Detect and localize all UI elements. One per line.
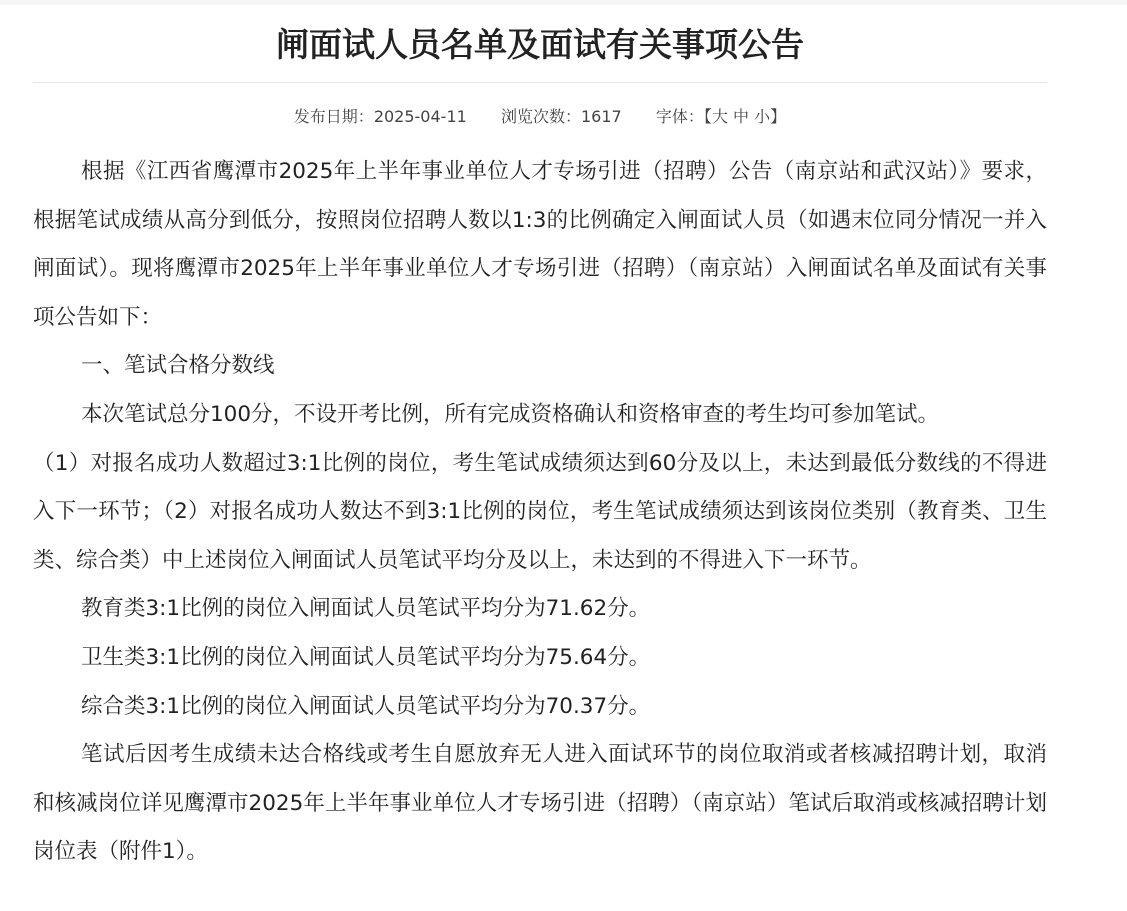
article [33, 0, 1047, 877]
font-size-medium-link[interactable]: 中 [733, 107, 750, 126]
view-count: 1617 [581, 107, 622, 126]
body-paragraph: （1）对报名成功人数超过3:1比例的岗位，考生笔试成绩须达到60分及以上，未达到最低分数线的不得进入下一环节；（2）对报名成功人数达不到3:1比例的岗位，考生笔试成绩须达到该岗位类别（教育类、卫生类、综合类）中上述岗位入闸面试人员笔试平均分及以上，未达到的不得进入下一环节。 [33, 450, 1047, 573]
page-title: 闸面试人员名单及面试有关事项公告 [276, 25, 804, 64]
font-size-bracket-close: 】 [770, 107, 787, 126]
font-size-small-link[interactable]: 小 [754, 107, 771, 126]
section-heading: 一、笔试合格分数线 [81, 353, 275, 379]
font-size-large-link[interactable]: 大 [711, 107, 728, 126]
publish-date: 2025-04-11 [373, 107, 467, 126]
article-meta [33, 105, 1047, 129]
body-paragraph: 综合类3:1比例的岗位入闸面试人员笔试平均分为70.37分。 [81, 693, 651, 719]
title-divider [33, 82, 1047, 83]
body-paragraph: 卫生类3:1比例的岗位入闸面试人员笔试平均分为75.64分。 [81, 644, 651, 670]
body-paragraph: 教育类3:1比例的岗位入闸面试人员笔试平均分为71.62分。 [81, 596, 651, 622]
body-paragraph: 本次笔试总分100分，不设开考比例，所有完成资格确认和资格审查的考生均可参加笔试。 [81, 401, 940, 427]
body-paragraph: 根据《江西省鹰潭市2025年上半年事业单位人才专场引进（招聘）公告（南京站和武汉站）》要求，根据笔试成绩从高分到低分，按照岗位招聘人数以1:3的比例确定入闸面试人员（如遇末位同分情况一并入闸面试）。现将鹰潭市2025年上半年事业单位人才专场引进（招聘）（南京站）入闸面试名单及面试有关事项公告如下： [33, 159, 1047, 330]
article-body [33, 148, 1047, 877]
body-paragraph: 笔试后因考生成绩未达合格线或考生自愿放弃无人进入面试环节的岗位取消或者核减招聘计划，取消和核减岗位详见鹰潭市2025年上半年事业单位人才专场引进（招聘）（南京站）笔试后取消或核减招聘计划岗位表（附件1）。 [33, 742, 1047, 865]
publish-date-label: 发布日期： [293, 107, 374, 126]
view-count-label: 浏览次数： [500, 107, 581, 126]
font-size-bracket-open: 【 [703, 107, 712, 126]
font-size-label: 字体： [655, 107, 704, 126]
